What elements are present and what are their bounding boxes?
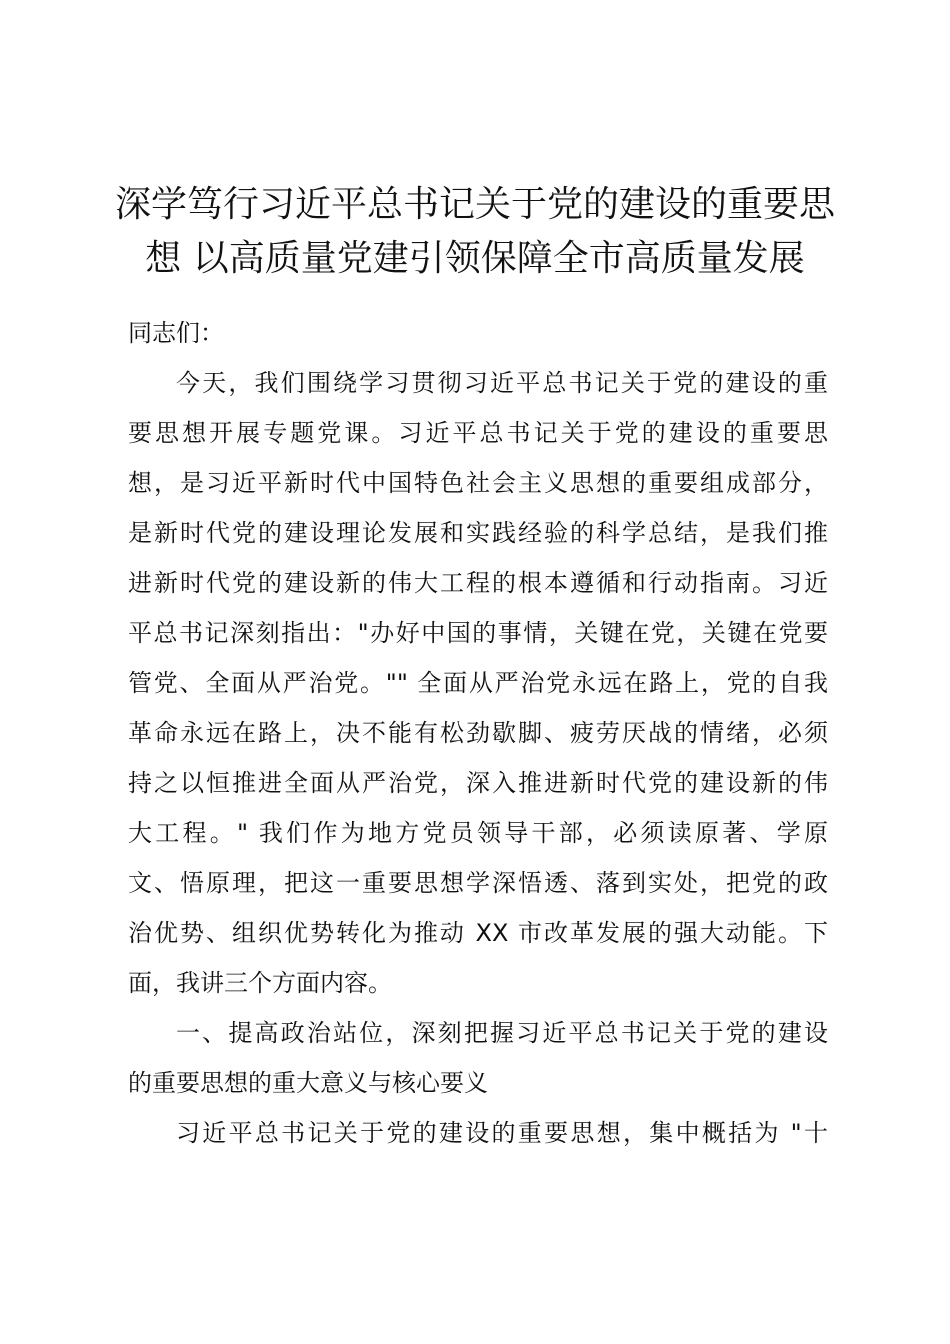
- text-line: 大工程。" 我们作为地方党员领导干部，必须读原著、学原: [128, 819, 828, 847]
- text-line: 管党、全面从严治党。"" 全面从严治党永远在路上，党的自我: [128, 669, 828, 697]
- text-line: 平总书记深刻指出："办好中国的事情，关键在党，关键在党要: [128, 619, 828, 647]
- heading-line: 一、提高政治站位，深刻把握习近平总书记关于党的建设: [176, 1019, 828, 1047]
- heading-line: 的重要思想的重大意义与核心要义: [128, 1069, 488, 1097]
- document-body: [128, 308, 828, 1158]
- text-line: 进新时代党的建设新的伟大工程的根本遵循和行动指南。习近: [128, 569, 828, 597]
- text-line: 今天，我们围绕学习贯彻习近平总书记关于党的建设的重: [176, 369, 828, 397]
- text-line: 面，我讲三个方面内容。: [128, 969, 392, 997]
- text-line: 要思想开展专题党课。习近平总书记关于党的建设的重要思: [128, 419, 828, 447]
- paragraph-2: [128, 1108, 828, 1158]
- text-line: 是新时代党的建设理论发展和实践经验的科学总结，是我们推: [128, 519, 828, 547]
- text-line: 想，是习近平新时代中国特色社会主义思想的重要组成部分，: [128, 469, 828, 497]
- text-line: 习近平总书记关于党的建设的重要思想，集中概括为 "十: [176, 1119, 828, 1147]
- document-title: [110, 178, 840, 286]
- text-line: 革命永远在路上，决不能有松劲歇脚、疲劳厌战的情绪，必须: [128, 719, 828, 747]
- paragraph-1: [128, 358, 828, 1008]
- title-line-2: 想 以高质量党建引领保障全市高质量发展: [145, 238, 805, 279]
- salutation: 同志们：: [128, 319, 224, 347]
- section-heading-1: [128, 1008, 828, 1108]
- text-line: 持之以恒推进全面从严治党，深入推进新时代党的建设新的伟: [128, 769, 828, 797]
- title-line-1: 深学笃行习近平总书记关于党的建设的重要思: [114, 184, 835, 225]
- text-line: 文、悟原理，把这一重要思想学深悟透、落到实处，把党的政: [128, 869, 828, 897]
- text-line: 治优势、组织优势转化为推动 XX 市改革发展的强大动能。下: [128, 919, 828, 947]
